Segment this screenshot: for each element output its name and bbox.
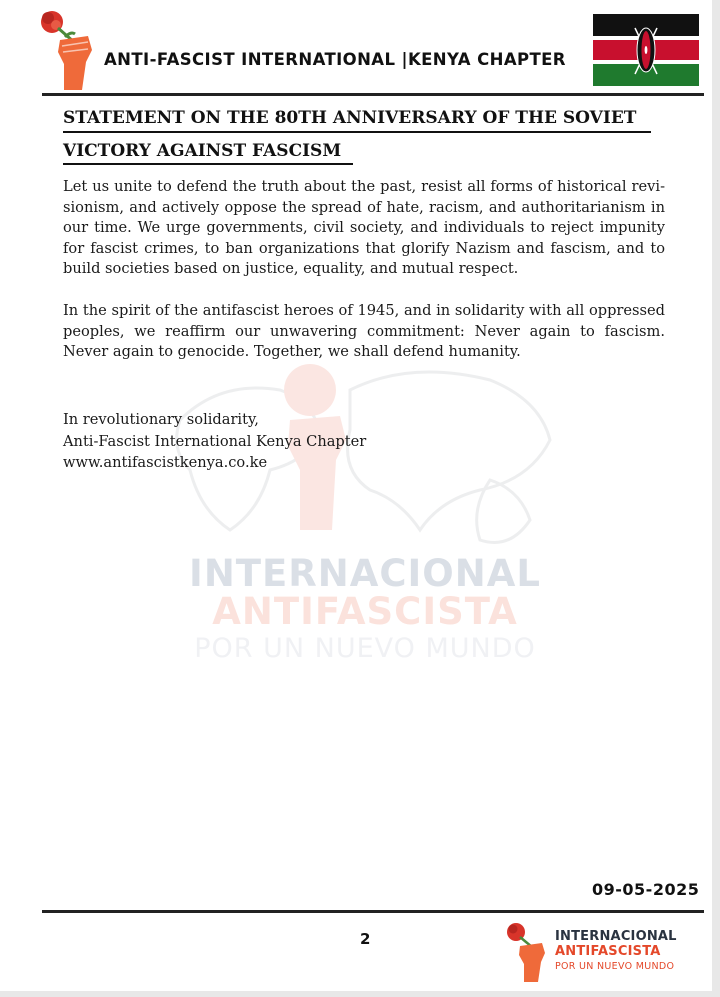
header-divider xyxy=(42,93,704,96)
heading-underline-2 xyxy=(63,163,353,165)
signature-organization: Anti-Fascist International Kenya Chapter xyxy=(63,432,367,450)
signature-website: www.antifascistkenya.co.ke xyxy=(63,454,268,471)
watermark-line2: ANTIFASCISTA xyxy=(212,590,518,633)
statement-date: 09-05-2025 xyxy=(592,880,700,899)
header-title: ANTI-FASCIST INTERNATIONAL |KENYA CHAPTER xyxy=(104,50,566,69)
raised-fist-rose-icon xyxy=(38,6,100,90)
footer-brand-line1: INTERNACIONAL xyxy=(555,929,677,944)
kenya-flag-icon xyxy=(593,14,699,86)
footer-brand-line3: POR UN NUEVO MUNDO xyxy=(555,961,675,972)
page-bottom-edge xyxy=(0,991,720,997)
footer-fist-rose-icon xyxy=(504,920,552,982)
signature-block xyxy=(63,409,366,474)
statement-paragraph-1: Let us unite to defend the truth about the past, resist all forms of historical revi-sionism, and actively oppose the spread of hate, racism, and authoritarianism in our time. We urge governments, civil society, and individuals to reject impunity for fascist crimes, to ban organizations that glorify Nazism and fascism, and to build societies based on justice, equality, and mutual respect. xyxy=(63,178,665,277)
statement-heading-line2: VICTORY AGAINST FASCISM xyxy=(63,141,342,161)
heading-underline-1 xyxy=(63,131,651,133)
footer-brand-line2: ANTIFASCISTA xyxy=(555,944,661,959)
footer-divider xyxy=(42,910,704,913)
watermark-line1: INTERNACIONAL xyxy=(189,552,541,595)
statement-paragraph-2: In the spirit of the antifascist heroes of 1945, and in solidarity with all oppressed peoples, we reaffirm our unwavering commitment: Never again to fascism. Never again to genocide. Together, we shall defend humanity. xyxy=(63,302,665,360)
signature-closing: In revolutionary solidarity, xyxy=(63,411,259,428)
watermark-line3: POR UN NUEVO MUNDO xyxy=(194,633,536,664)
statement-heading-line1: STATEMENT ON THE 80TH ANNIVERSARY OF THE SOVIET xyxy=(63,108,637,128)
page-right-edge xyxy=(712,0,720,997)
page-number: 2 xyxy=(360,930,371,948)
